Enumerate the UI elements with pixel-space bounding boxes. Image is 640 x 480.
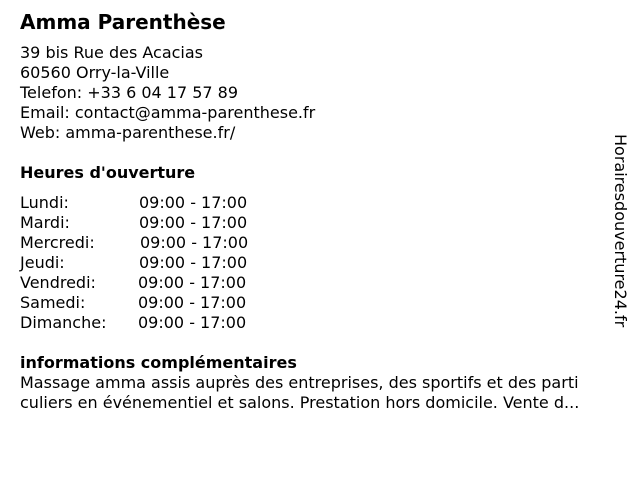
time-range: 09:00 - 17:00 — [139, 253, 248, 272]
contact-block — [20, 43, 315, 143]
day-label: Vendredi: — [20, 273, 96, 292]
hours-row-saturday — [20, 293, 280, 313]
watermark-text: Horairesdouverture24.fr — [611, 134, 630, 328]
day-label: Jeudi: — [20, 253, 65, 272]
time-range: 09:00 - 17:00 — [138, 293, 247, 312]
hours-row-monday — [20, 193, 280, 213]
additional-info-heading: informations complémentaires — [20, 353, 297, 372]
site-watermark — [610, 134, 630, 344]
info-line: culiers en événementiel et salons. Prestation hors domicile. Vente d... — [20, 393, 580, 412]
opening-hours-table — [20, 193, 280, 333]
time-range: 09:00 - 17:00 — [138, 273, 247, 292]
day-label: Samedi: — [20, 293, 86, 312]
day-label: Dimanche: — [20, 313, 107, 332]
time-range: 09:00 - 17:00 — [139, 193, 248, 212]
day-label: Mercredi: — [20, 233, 95, 252]
business-name: Amma Parenthèse — [20, 10, 226, 34]
hours-row-friday — [20, 273, 280, 293]
email-address: Email: contact@amma-parenthese.fr — [20, 103, 316, 122]
time-range: 09:00 - 17:00 — [138, 313, 247, 332]
additional-info-text — [20, 373, 628, 413]
address-city: 60560 Orry-la-Ville — [20, 63, 170, 82]
time-range: 09:00 - 17:00 — [139, 213, 248, 232]
hours-row-wednesday — [20, 233, 280, 253]
opening-hours-heading: Heures d'ouverture — [20, 163, 196, 182]
website-address: Web: amma-parenthese.fr/ — [20, 123, 236, 142]
day-label: Mardi: — [20, 213, 70, 232]
address-street: 39 bis Rue des Acacias — [20, 43, 204, 62]
info-line: Massage amma assis auprès des entreprises, des sportifs et des parti — [20, 373, 579, 392]
hours-row-sunday — [20, 313, 280, 333]
day-label: Lundi: — [20, 193, 69, 212]
phone-number: Telefon: +33 6 04 17 57 89 — [20, 83, 239, 102]
hours-row-thursday — [20, 253, 280, 273]
time-range: 09:00 - 17:00 — [140, 233, 249, 252]
hours-row-tuesday — [20, 213, 280, 233]
